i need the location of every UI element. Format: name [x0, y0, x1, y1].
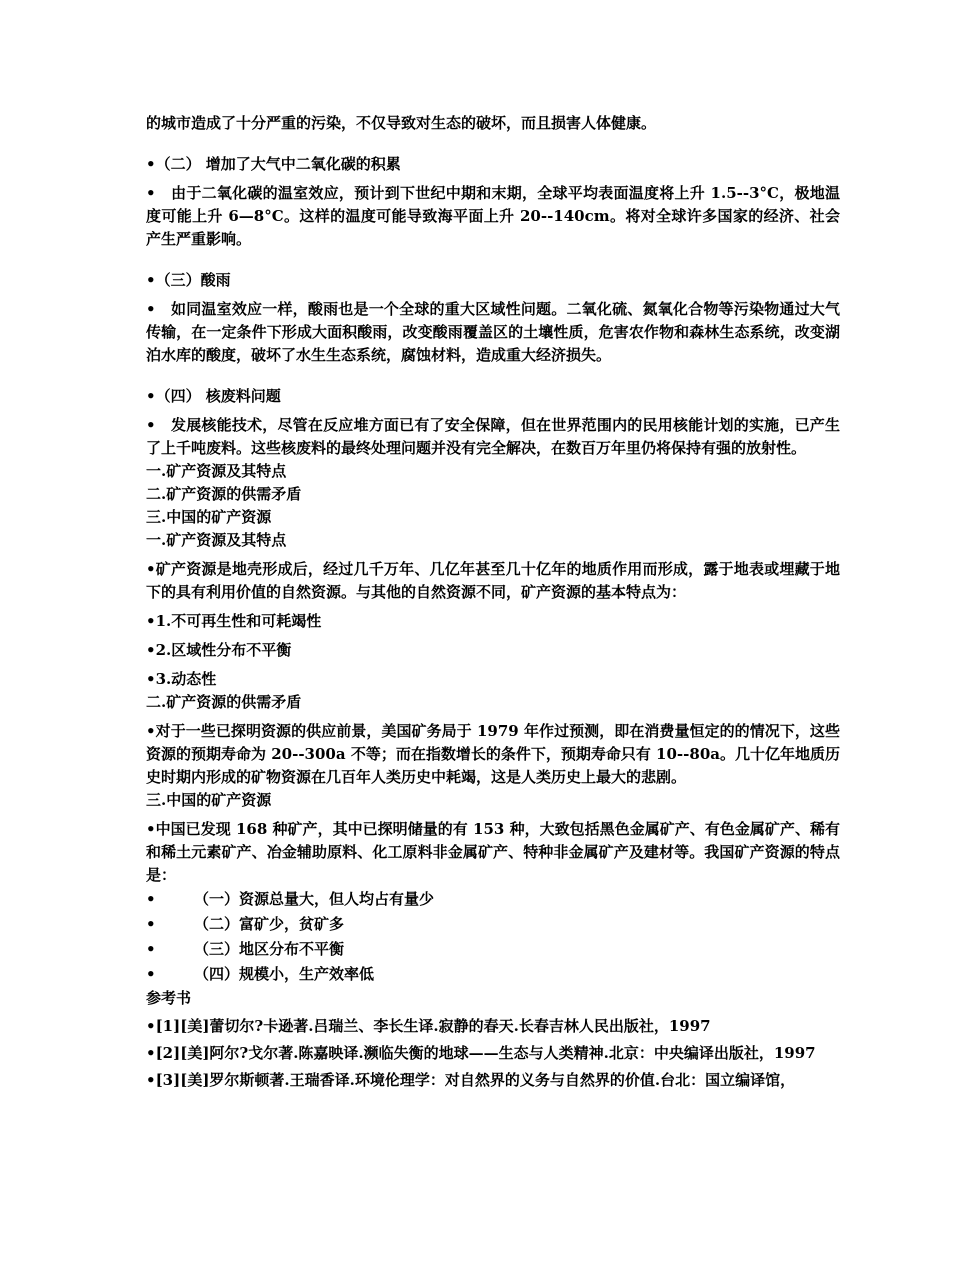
feature-list-item: [146, 962, 840, 987]
feature-list-item: [146, 912, 840, 937]
reference-item: •[2][美]阿尔?戈尔著.陈嘉映译.濒临失衡的地球——生态与人类精神.北京：中央编译出版社，1997: [146, 1044, 816, 1062]
section-1-title: 一.矿产资源及其特点: [146, 531, 287, 549]
feature-list-item: [146, 887, 840, 912]
feature-text: （三）地区分布不平衡: [194, 940, 345, 958]
toc-item: 二.矿产资源的供需矛盾: [146, 485, 302, 503]
heading-acid-rain: •（三）酸雨: [146, 271, 231, 289]
bullet-marker: •: [146, 940, 156, 958]
section-2-title: 二.矿产资源的供需矛盾: [146, 693, 302, 711]
section-1-point: •2.区域性分布不平衡: [146, 641, 292, 659]
references-title: 参考书: [146, 989, 192, 1007]
intro-paragraph-end: 的城市造成了十分严重的污染，不仅导致对生态的破坏，而且损害人体健康。: [146, 114, 657, 132]
reference-item: •[1][美]蕾切尔?卡逊著.吕瑞兰、李长生译.寂静的春天.长春吉林人民出版社，1997: [146, 1017, 711, 1035]
toc-item: 三.中国的矿产资源: [146, 508, 272, 526]
feature-text: （四）规模小，生产效率低: [194, 965, 375, 983]
section-1-point: •3.动态性: [146, 670, 217, 688]
section-3-title: 三.中国的矿产资源: [146, 791, 272, 809]
bullet-marker: •: [146, 915, 156, 933]
reference-item: •[3][美]罗尔斯顿著.王瑞香译.环境伦理学：对自然界的义务与自然界的价值.台北：国立编译馆，: [146, 1071, 796, 1089]
heading-co2: •（二） 增加了大气中二氧化碳的积累: [146, 155, 401, 173]
feature-list-item: [146, 937, 840, 962]
section-1-paragraph: •矿产资源是地壳形成后，经过几千万年、几亿年甚至几十亿年的地质作用而形成，露于地表或埋藏于地下的具有利用价值的自然资源。与其他的自然资源不同，矿产资源的基本特点为：: [146, 560, 840, 601]
feature-text: （一）资源总量大，但人均占有量少: [194, 890, 435, 908]
feature-text: （二）富矿少，贫矿多: [194, 915, 345, 933]
section-3-paragraph: •中国已发现 168 种矿产，其中已探明储量的有 153 种，大致包括黑色金属矿产、有色金属矿产、稀有和稀土元素矿产、冶金辅助原料、化工原料非金属矿产、特种非金属矿产及建材等。我国矿产资源的特点是：: [146, 820, 840, 884]
toc-item: 一.矿产资源及其特点: [146, 462, 287, 480]
section-2-paragraph: •对于一些已探明资源的供应前景，美国矿务局于 1979 年作过预测，即在消费量恒定的的情况下，这些资源的预期寿命为 20--300a 不等；而在指数增长的条件下，预期寿命只有 10--80a。几十亿年地质历史时期内形成的矿物资源在几百年人类历史中耗竭，这是人类历史上最大的悲剧。: [146, 722, 840, 786]
bullet-marker: •: [146, 965, 156, 983]
paragraph-co2: • 由于二氧化碳的温室效应，预计到下世纪中期和末期，全球平均表面温度将上升 1.5--3°C，极地温度可能上升 6—8°C。这样的温度可能导致海平面上升 20--140cm。将对全球许多国家的经济、社会产生严重影响。: [146, 184, 840, 248]
section-1-point: •1.不可再生性和可耗竭性: [146, 612, 322, 630]
heading-nuclear-waste: •（四） 核废料问题: [146, 387, 281, 405]
bullet-marker: •: [146, 890, 156, 908]
document-page: [146, 112, 840, 1091]
paragraph-nuclear-waste: • 发展核能技术，尽管在反应堆方面已有了安全保障，但在世界范围内的民用核能计划的实施，已产生了上千吨废料。这些核废料的最终处理问题并没有完全解决，在数百万年里仍将保持有强的放射性。: [146, 416, 840, 457]
paragraph-acid-rain: • 如同温室效应一样，酸雨也是一个全球的重大区域性问题。二氧化硫、氮氧化合物等污染物通过大气传输，在一定条件下形成大面积酸雨，改变酸雨覆盖区的土壤性质，危害农作物和森林生态系统，改变湖泊水库的酸度，破坏了水生生态系统，腐蚀材料，造成重大经济损失。: [146, 300, 840, 364]
